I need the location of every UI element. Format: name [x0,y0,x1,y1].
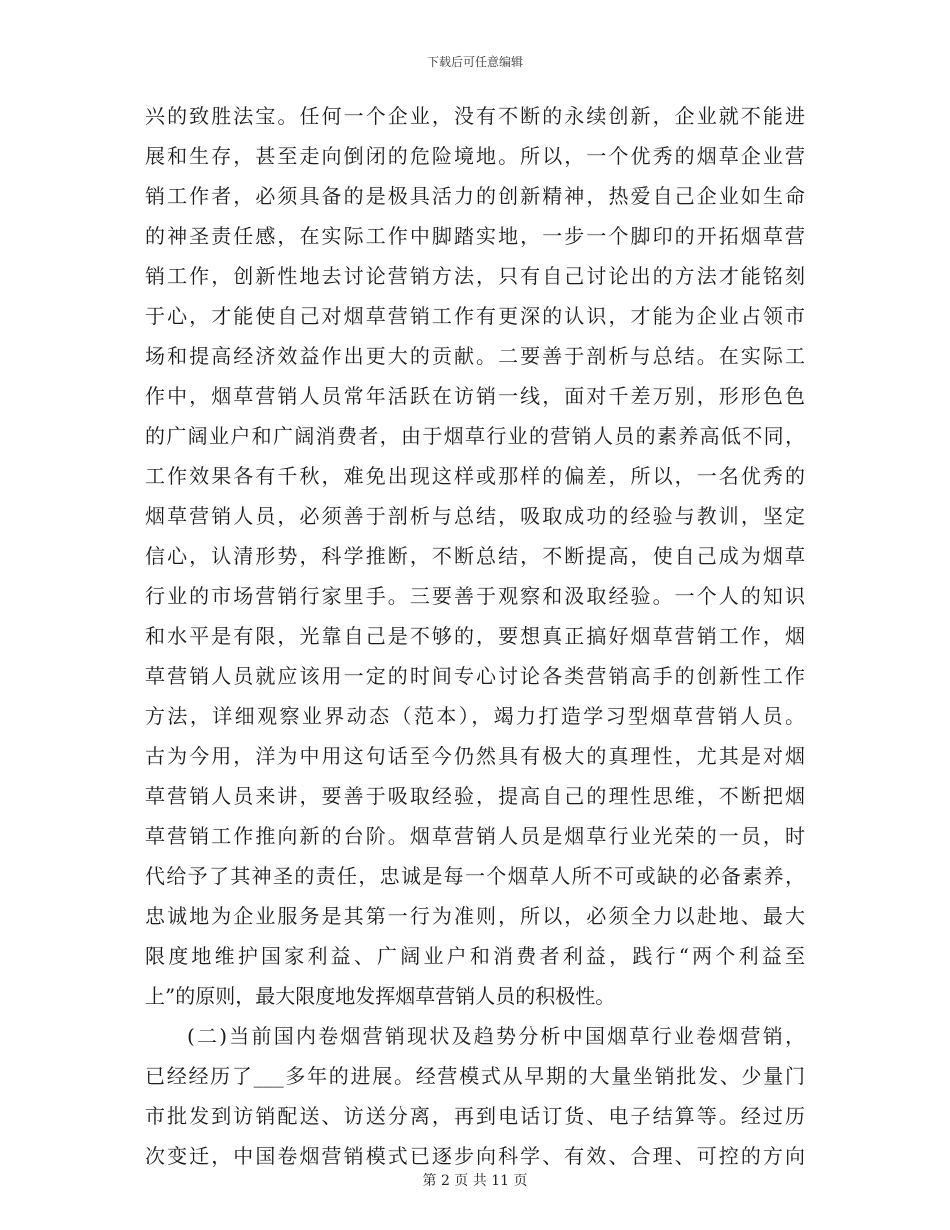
text-line: 展和生存，甚至走向倒闭的危险境地。所以，一个优秀的烟草企业营 [145,144,805,168]
text-line: 限度地维护国家利益、广阔业户和消费者利益，践行“两个利益至 [145,944,805,968]
text-line: 销工作，创新性地去讨论营销方法，只有自己讨论出的方法才能铭刻 [145,264,805,288]
text-line: 的广阔业户和广阔消费者，由于烟草行业的营销人员的素养高低不同， [145,424,805,448]
text-line: 工作效果各有千秋，难免出现这样或那样的偏差，所以，一名优秀的 [145,464,805,488]
text-line: 烟草营销人员，必须善于剖析与总结，吸取成功的经验与教训，坚定 [145,504,805,528]
text-line: 作中，烟草营销人员常年活跃在访销一线，面对千差万别，形形色色 [145,384,805,408]
document-body [145,96,805,1176]
text-line: 信心，认清形势，科学推断，不断总结，不断提高，使自己成为烟草 [145,544,805,568]
page-header: 下载后可任意编辑 [426,55,523,69]
text-line: 已经经历了___多年的进展。经营模式从早期的大量坐销批发、少量门 [145,1064,805,1088]
text-line: 的神圣责任感，在实际工作中脚踏实地，一步一个脚印的开拓烟草营 [145,224,805,248]
text-line: 市批发到访销配送、访送分离，再到电话订货、电子结算等。经过历 [145,1104,805,1128]
text-line: 草营销人员来讲，要善于吸取经验，提高自己的理性思维，不断把烟 [145,784,805,808]
text-line: 和水平是有限，光靠自己是不够的，要想真正搞好烟草营销工作，烟 [145,624,805,648]
text-line: 次变迁，中国卷烟营销模式已逐步向科学、有效、合理、可控的方向 [145,1144,805,1168]
paragraph-2 [145,1016,805,1176]
text-line: 于心，才能使自己对烟草营销工作有更深的认识，才能为企业占领市 [145,304,805,328]
paragraph-1 [145,96,805,1016]
page-number-footer: 第 2 页 共 11 页 [422,1173,528,1189]
text-line: 场和提高经济效益作出更大的贡献。二要善于剖析与总结。在实际工 [145,344,805,368]
text-line: 忠诚地为企业服务是其第一行为准则，所以，必须全力以赴地、最大 [145,904,805,928]
text-line: 古为今用，洋为中用这句话至今仍然具有极大的真理性，尤其是对烟 [145,744,805,768]
text-line: 草营销工作推向新的台阶。烟草营销人员是烟草行业光荣的一员，时 [145,824,805,848]
text-line: 草营销人员就应该用一定的时间专心讨论各类营销高手的创新性工作 [145,664,805,688]
text-line: 兴的致胜法宝。任何一个企业，没有不断的永续创新，企业就不能进 [145,104,805,128]
text-line: 上”的原则，最大限度地发挥烟草营销人员的积极性。 [145,984,616,1008]
text-line: 方法，详细观察业界动态（范本），竭力打造学习型烟草营销人员。 [145,704,805,728]
text-line: 销工作者，必须具备的是极具活力的创新精神，热爱自己企业如生命 [145,184,805,208]
text-line: (二)当前国内卷烟营销现状及趋势分析中国烟草行业卷烟营销， [187,1024,805,1048]
text-line: 代给予了其神圣的责任，忠诚是每一个烟草人所不可或缺的必备素养， [145,864,805,888]
text-line: 行业的市场营销行家里手。三要善于观察和汲取经验。一个人的知识 [145,584,805,608]
